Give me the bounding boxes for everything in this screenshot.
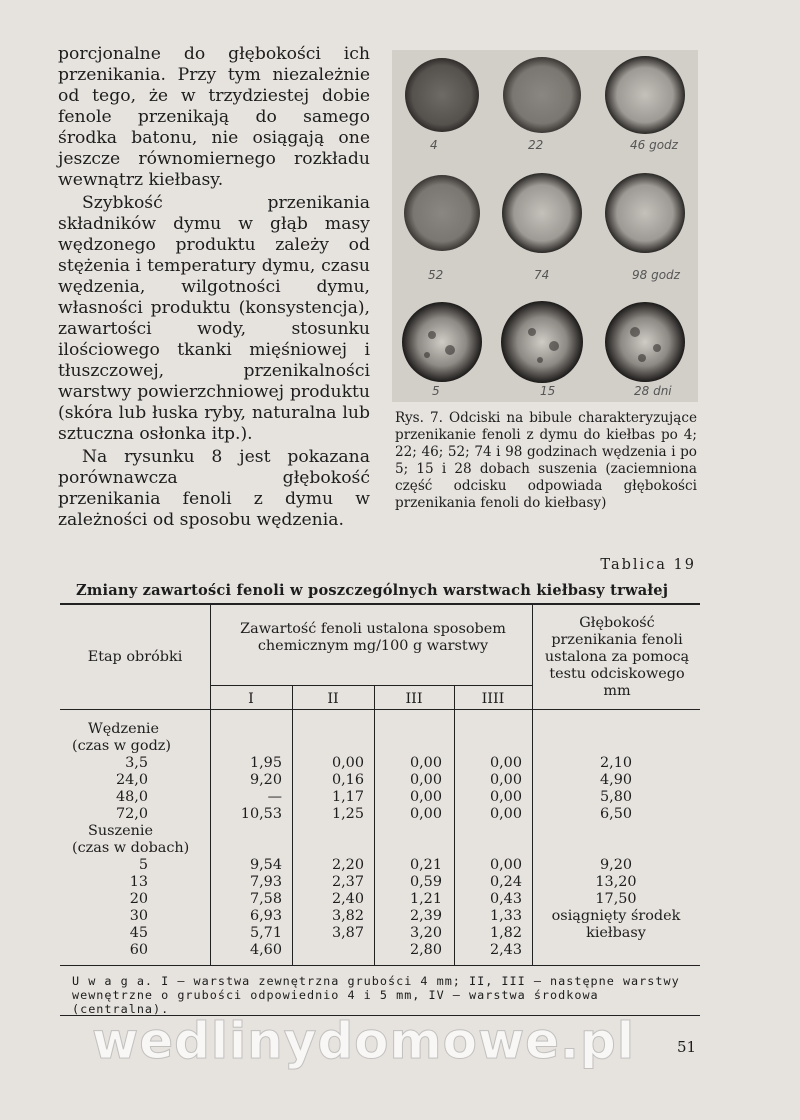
- figure-imprints: [392, 50, 698, 402]
- cell-layer-ii: 0,00: [331, 755, 364, 771]
- imprint-label: 4: [430, 138, 438, 152]
- imprint-5d: [402, 302, 482, 382]
- group-sub-smoking: (czas w godz): [72, 738, 171, 754]
- watermark: wedlinydomowe.pl: [92, 1012, 635, 1070]
- cell-layer-iv: 0,00: [489, 772, 522, 788]
- cell-depth: kiełbasy: [586, 925, 646, 941]
- cell-layer-iv: 1,33: [489, 908, 522, 924]
- cell-layer-ii: 0,16: [331, 772, 364, 788]
- cell-layer-i: 9,54: [249, 857, 282, 873]
- cell-time: 60: [129, 942, 148, 958]
- imprint-46h: [605, 56, 685, 134]
- imprint-label: 74: [534, 268, 550, 282]
- cell-depth: 2,10: [599, 755, 633, 771]
- header-depth: Głębokość przenikania fenoli ustalona za pomocą testu odciskowego mm: [544, 615, 690, 699]
- cell-depth: 4,90: [599, 772, 633, 788]
- imprint-label: 52: [428, 268, 444, 282]
- cell-depth: osiągnięty środek: [551, 908, 681, 924]
- group-sub-drying: (czas w dobach): [72, 840, 190, 856]
- cell-layer-iii: 0,00: [409, 789, 442, 805]
- cell-layer-iv: 0,24: [489, 874, 522, 890]
- cell-layer-iv: 0,00: [489, 755, 522, 771]
- table-title: Zmiany zawartości fenoli w poszczególnych warstwach kiełbasy trwałej: [76, 582, 669, 599]
- imprint-label: 98 godz: [632, 268, 680, 282]
- header-layer-i: I: [248, 691, 254, 707]
- cell-layer-iii: 2,80: [409, 942, 442, 958]
- cell-layer-ii: 1,17: [331, 789, 364, 805]
- cell-layer-ii: 3,82: [331, 908, 364, 924]
- imprint-98h: [605, 173, 685, 253]
- imprint-label: 22: [528, 138, 544, 152]
- imprint-label: 28 dni: [634, 384, 672, 398]
- cell-layer-iv: 2,43: [489, 942, 522, 958]
- cell-layer-iv: 0,00: [489, 806, 522, 822]
- cell-layer-ii: 2,40: [331, 891, 364, 907]
- table-note: U w a g a. I — warstwa zewnętrzna grubości 4 mm; II, III — następne warstwy wewnętrzne o grubości odpowiednio 4 i 5 mm, IV — warstwa środkowa (centralna).: [72, 974, 680, 1016]
- imprint-52h: [404, 175, 480, 251]
- cell-layer-iv: 1,82: [489, 925, 522, 941]
- cell-depth: 9,20: [599, 857, 633, 873]
- body-text-column: [58, 44, 370, 531]
- cell-layer-ii: 3,87: [331, 925, 364, 941]
- group-label-drying: Suszenie: [88, 823, 153, 839]
- cell-time: 3,5: [125, 755, 148, 771]
- cell-layer-i: 7,58: [249, 891, 282, 907]
- cell-layer-iv: 0,43: [489, 891, 522, 907]
- cell-layer-ii: 2,20: [331, 857, 364, 873]
- table-row: [60, 806, 700, 823]
- header-layer-ii: II: [327, 691, 339, 707]
- imprint-label: 15: [540, 384, 556, 398]
- data-table: [60, 603, 700, 1017]
- table-row: [60, 942, 700, 959]
- cell-layer-i: 9,20: [249, 772, 282, 788]
- figure-caption: Rys. 7. Odciski na bibule charakteryzujące przenikanie fenoli z dymu do kiełbas po 4; 22; 46; 52; 74 i 98 godzinach wędzenia i po 5; 15 i 28 dobach suszenia (zaciemniona część odcisku odpowiada głębokości przenikania fenoli do kiełbasy): [395, 410, 697, 511]
- cell-layer-i: 1,95: [249, 755, 282, 771]
- cell-depth: 5,80: [599, 789, 633, 805]
- cell-layer-i: —: [267, 789, 282, 805]
- cell-depth: 17,50: [595, 891, 637, 907]
- imprint-74h: [502, 173, 582, 253]
- cell-depth: 6,50: [599, 806, 633, 822]
- cell-layer-iii: 3,20: [409, 925, 442, 941]
- header-phenol-content: Zawartość fenoli ustalona sposobem chemicznym mg/100 g warstwy: [240, 621, 506, 654]
- cell-layer-iii: 0,21: [409, 857, 442, 873]
- cell-layer-i: 10,53: [240, 806, 282, 822]
- cell-time: 24,0: [115, 772, 148, 788]
- cell-time: 45: [129, 925, 148, 941]
- table-row: [60, 755, 700, 772]
- table-row: [60, 789, 700, 806]
- imprint-15d: [501, 301, 583, 383]
- table-row: [60, 874, 700, 891]
- cell-layer-i: 5,71: [249, 925, 282, 941]
- imprint-label: 46 godz: [630, 138, 678, 152]
- table-row: [60, 908, 700, 925]
- cell-layer-iii: 0,00: [409, 755, 442, 771]
- imprints-image: [392, 50, 698, 402]
- cell-layer-iv: 0,00: [489, 789, 522, 805]
- cell-layer-iii: 1,21: [409, 891, 442, 907]
- cell-layer-iii: 0,59: [409, 874, 442, 890]
- header-layer-iii: III: [405, 691, 423, 707]
- table-row: [60, 891, 700, 908]
- paragraph-3: Na rysunku 8 jest pokazana porównawcza głębokość przenikania fenoli z dymu w zależności od sposobu wędzenia.: [58, 447, 370, 530]
- table-row: [60, 857, 700, 874]
- paragraph-2: Szybkość przenikania składników dymu w głąb masy wędzonego produktu zależy od stężenia i temperatury dymu, czasu wędzenia, wilgotności dymu, własności produktu (konsystencja), zawartości wody, stosunku ilościowego tkanki mięśniowej i tłuszczowej, przenikalności warstwy powierzchniowej produktu (skóra lub łuska ryby, naturalna lub sztuczna osłonka itp.).: [58, 193, 370, 444]
- cell-depth: 13,20: [595, 874, 637, 890]
- cell-layer-ii: 2,37: [331, 874, 364, 890]
- header-stage: Etap obróbki: [87, 649, 183, 665]
- cell-layer-iii: 0,00: [409, 806, 442, 822]
- cell-time: 13: [129, 874, 148, 890]
- cell-layer-iii: 0,00: [409, 772, 442, 788]
- cell-time: 5: [138, 857, 148, 873]
- cell-layer-iii: 2,39: [409, 908, 442, 924]
- cell-time: 72,0: [115, 806, 148, 822]
- cell-time: 30: [129, 908, 148, 924]
- imprint-28d: [605, 302, 685, 382]
- paragraph-1: porcjonalne do głębokości ich przenikania. Przy tym niezależnie od tego, że w trzydziestej dobie fenole przenikają do samego środka batonu, nie osiągają one jeszcze równomiernego rozkładu wewnątrz kiełbasy.: [58, 44, 370, 190]
- cell-layer-ii: 1,25: [331, 806, 364, 822]
- cell-layer-i: 7,93: [249, 874, 282, 890]
- page-number: 51: [677, 1038, 697, 1056]
- table-number: Tablica 19: [600, 557, 696, 573]
- imprint-22h: [503, 57, 581, 133]
- group-label-smoking: Wędzenie: [88, 721, 160, 737]
- imprint-label: 5: [432, 384, 440, 398]
- table-row: [60, 772, 700, 789]
- cell-time: 48,0: [115, 789, 148, 805]
- cell-layer-i: 4,60: [249, 942, 282, 958]
- imprint-4h: [405, 58, 479, 132]
- table-row: [60, 925, 700, 942]
- header-layer-iv: IIII: [481, 691, 505, 707]
- cell-time: 20: [129, 891, 148, 907]
- cell-layer-i: 6,93: [249, 908, 282, 924]
- cell-layer-iv: 0,00: [489, 857, 522, 873]
